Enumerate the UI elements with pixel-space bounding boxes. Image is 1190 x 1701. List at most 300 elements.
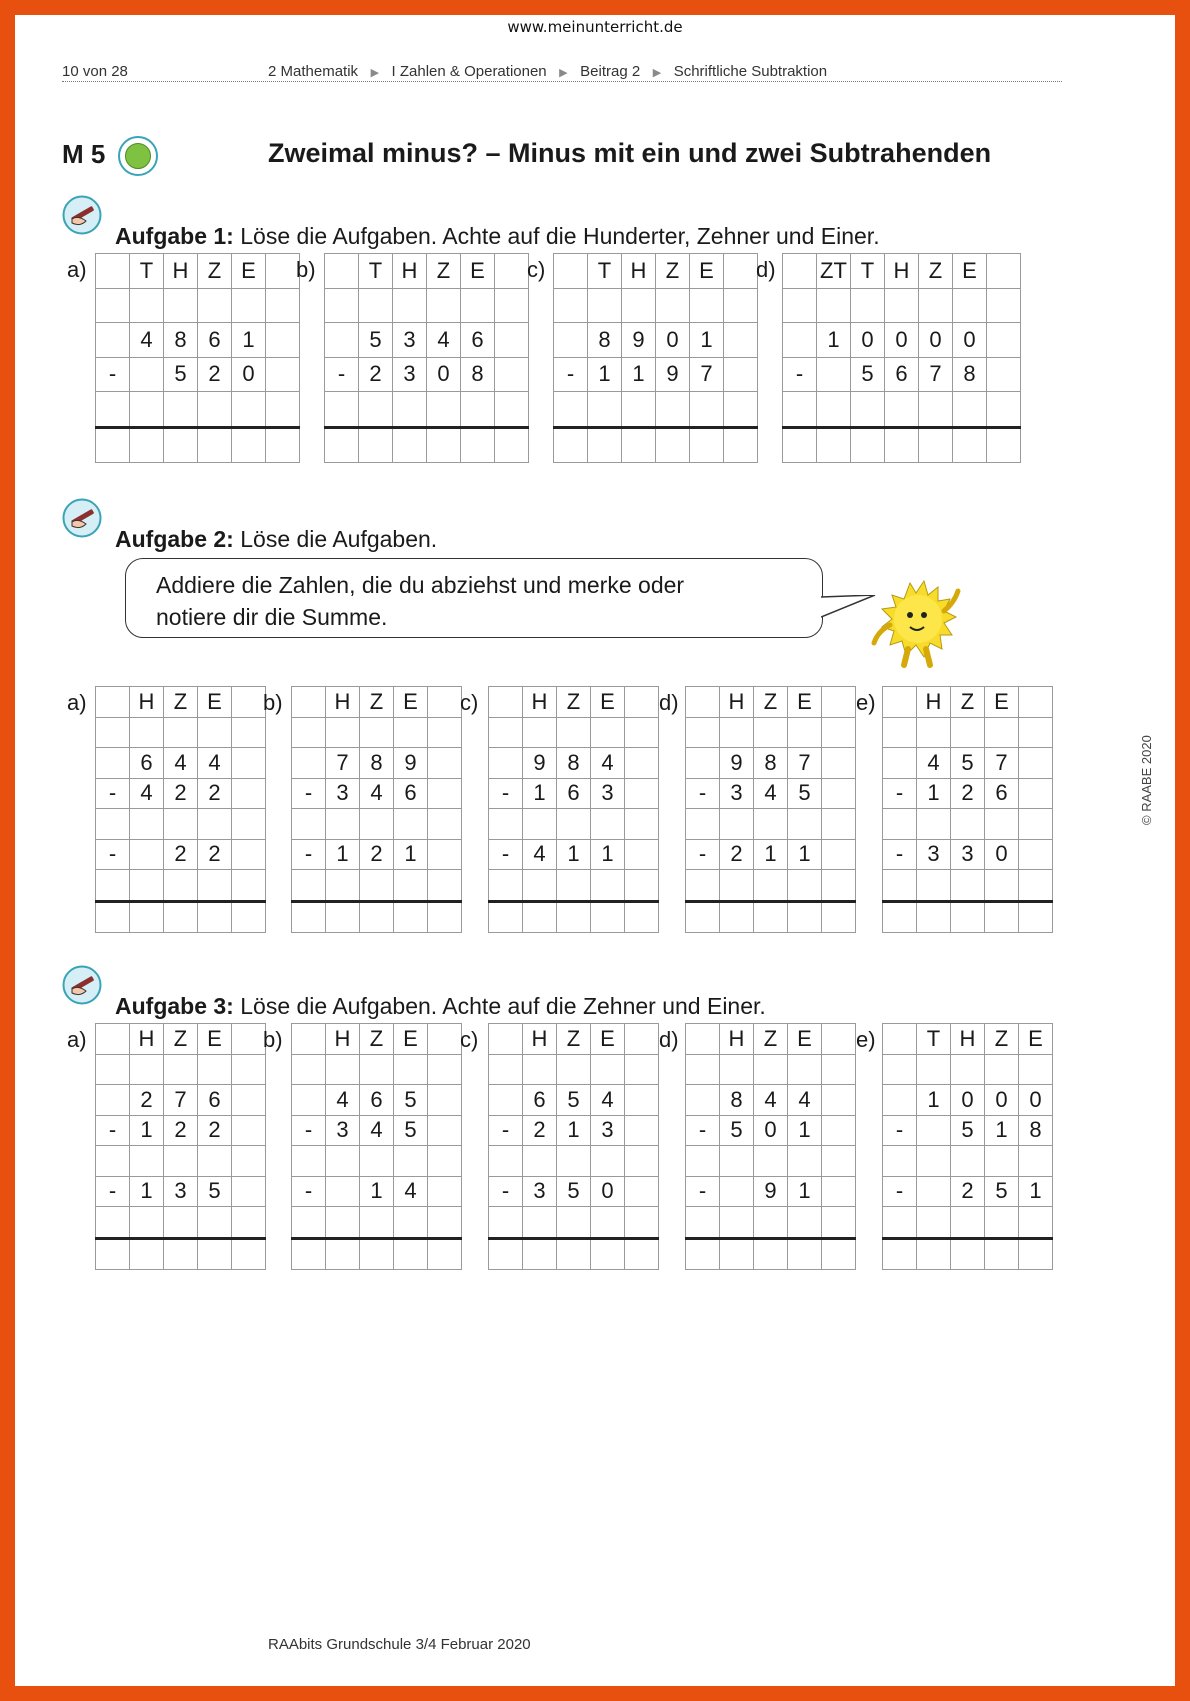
digit-cell: [96, 1054, 130, 1085]
grid-row: [489, 687, 659, 718]
digit-cell: 2: [198, 778, 232, 809]
digit-cell: 1: [557, 1115, 591, 1146]
place-value-header-cell: [495, 254, 529, 289]
digit-cell: [917, 717, 951, 748]
digit-cell: [427, 288, 461, 323]
answer-cell[interactable]: [489, 1238, 523, 1270]
digit-cell: [393, 392, 427, 428]
grid-row: [883, 1207, 1053, 1239]
digit-cell: 1: [591, 839, 625, 870]
grid-row: [686, 1085, 856, 1116]
digit-cell: 7: [985, 748, 1019, 779]
answer-cell[interactable]: [917, 1238, 951, 1270]
digit-cell: [588, 392, 622, 428]
answer-cell[interactable]: [495, 427, 529, 463]
place-value-header-cell: [686, 687, 720, 718]
grid-row: [686, 1207, 856, 1239]
digit-cell: [783, 288, 817, 323]
digit-cell: [523, 1146, 557, 1177]
digit-cell: [326, 717, 360, 748]
digit-cell: [1019, 748, 1053, 779]
answer-cell[interactable]: [788, 901, 822, 933]
grid-row: [686, 717, 856, 748]
digit-cell: 4: [523, 839, 557, 870]
answer-cell[interactable]: [292, 901, 326, 933]
digit-cell: [292, 1146, 326, 1177]
digit-cell: 9: [622, 323, 656, 358]
answer-cell[interactable]: [130, 901, 164, 933]
grid-row: [686, 1176, 856, 1207]
digit-cell: [919, 392, 953, 428]
digit-cell: [686, 717, 720, 748]
digit-cell: 8: [557, 748, 591, 779]
problem-label: c): [527, 257, 546, 282]
place-value-header-cell: [822, 687, 856, 718]
digit-cell: [817, 357, 851, 392]
digit-cell: [851, 288, 885, 323]
digit-cell: [883, 1207, 917, 1239]
digit-cell: 5: [951, 748, 985, 779]
answer-cell[interactable]: [754, 1238, 788, 1270]
answer-cell[interactable]: [985, 901, 1019, 933]
place-value-header-cell: H: [720, 1024, 754, 1055]
place-value-header-cell: Z: [754, 687, 788, 718]
digit-cell: [198, 1207, 232, 1239]
place-value-header-cell: [724, 254, 758, 289]
digit-cell: [130, 357, 164, 392]
answer-cell[interactable]: [523, 1238, 557, 1270]
answer-cell[interactable]: [822, 901, 856, 933]
digit-cell: [130, 870, 164, 902]
page-title: Zweimal minus? – Minus mit ein und zwei Subtrahenden: [268, 138, 992, 168]
problem-label: d): [659, 690, 679, 715]
grid-row: [489, 1115, 659, 1146]
answer-cell[interactable]: [724, 427, 758, 463]
place-value-header-cell: Z: [164, 1024, 198, 1055]
digit-cell: 1: [788, 1115, 822, 1146]
grid-row: [883, 717, 1053, 748]
digit-cell: -: [686, 1176, 720, 1207]
answer-cell[interactable]: [822, 1238, 856, 1270]
digit-cell: 7: [919, 357, 953, 392]
digit-cell: 5: [951, 1115, 985, 1146]
subtraction-grid: [95, 253, 300, 463]
answer-cell[interactable]: [266, 427, 300, 463]
answer-cell[interactable]: [783, 427, 817, 463]
digit-cell: [325, 323, 359, 358]
answer-cell[interactable]: [720, 901, 754, 933]
grid-row: [96, 748, 266, 779]
place-value-header-cell: [1019, 687, 1053, 718]
problem-label: b): [263, 690, 283, 715]
grid-row: [883, 839, 1053, 870]
answer-cell[interactable]: [130, 1238, 164, 1270]
digit-cell: 0: [985, 1085, 1019, 1116]
digit-cell: -: [489, 1176, 523, 1207]
digit-cell: [851, 392, 885, 428]
answer-cell[interactable]: [625, 1238, 659, 1270]
grid-row: [883, 809, 1053, 840]
digit-cell: [495, 357, 529, 392]
digit-cell: [523, 717, 557, 748]
answer-cell[interactable]: [461, 427, 495, 463]
grid-row: [325, 254, 529, 289]
answer-cell[interactable]: [591, 1238, 625, 1270]
digit-cell: 1: [817, 323, 851, 358]
digit-cell: [720, 1207, 754, 1239]
place-value-header-cell: H: [720, 687, 754, 718]
digit-cell: [591, 809, 625, 840]
digit-cell: [917, 1146, 951, 1177]
answer-cell[interactable]: [428, 1238, 462, 1270]
digit-cell: [428, 1176, 462, 1207]
grid-row: [686, 778, 856, 809]
grid-row: [96, 1085, 266, 1116]
digit-cell: 5: [851, 357, 885, 392]
grid-row: [292, 778, 462, 809]
answer-cell[interactable]: [690, 427, 724, 463]
answer-cell[interactable]: [686, 901, 720, 933]
answer-cell[interactable]: [656, 427, 690, 463]
answer-cell[interactable]: [885, 427, 919, 463]
answer-cell[interactable]: [591, 901, 625, 933]
digit-cell: [326, 1207, 360, 1239]
digit-cell: 2: [523, 1115, 557, 1146]
answer-cell[interactable]: [953, 427, 987, 463]
answer-cell[interactable]: [523, 901, 557, 933]
digit-cell: [656, 392, 690, 428]
answer-cell[interactable]: [394, 901, 428, 933]
grid-row: [686, 1238, 856, 1270]
answer-cell[interactable]: [326, 901, 360, 933]
answer-cell[interactable]: [625, 901, 659, 933]
answer-cell[interactable]: [164, 1238, 198, 1270]
digit-cell: [232, 839, 266, 870]
answer-cell[interactable]: [1019, 1238, 1053, 1270]
answer-cell[interactable]: [325, 427, 359, 463]
digit-cell: [754, 717, 788, 748]
digit-cell: [232, 1207, 266, 1239]
problem-label: a): [67, 690, 87, 715]
grid-row: [96, 1238, 266, 1270]
answer-cell[interactable]: [130, 427, 164, 463]
digit-cell: 9: [720, 748, 754, 779]
digit-cell: -: [686, 839, 720, 870]
answer-cell[interactable]: [883, 1238, 917, 1270]
digit-cell: 1: [754, 839, 788, 870]
digit-cell: [885, 392, 919, 428]
digit-cell: [130, 392, 164, 428]
digit-cell: 2: [951, 1176, 985, 1207]
subtraction-grid: [95, 686, 266, 933]
digit-cell: [720, 1146, 754, 1177]
digit-cell: -: [686, 1115, 720, 1146]
digit-cell: [232, 1176, 266, 1207]
place-value-header-cell: [232, 1024, 266, 1055]
digit-cell: [232, 870, 266, 902]
digit-cell: 6: [985, 778, 1019, 809]
subtraction-grid: [685, 1023, 856, 1270]
answer-cell[interactable]: [985, 1238, 1019, 1270]
digit-cell: [1019, 1207, 1053, 1239]
problem-label: c): [460, 690, 479, 715]
digit-cell: [987, 392, 1021, 428]
digit-cell: 8: [953, 357, 987, 392]
digit-cell: [428, 1207, 462, 1239]
digit-cell: [554, 323, 588, 358]
digit-cell: 0: [427, 357, 461, 392]
digit-cell: [1019, 1146, 1053, 1177]
digit-cell: [164, 1054, 198, 1085]
answer-cell[interactable]: [232, 901, 266, 933]
digit-cell: [96, 748, 130, 779]
subtraction-grid: [553, 253, 758, 463]
digit-cell: [883, 1085, 917, 1116]
digit-cell: [985, 870, 1019, 902]
answer-cell[interactable]: [96, 427, 130, 463]
grid-row: [686, 748, 856, 779]
digit-cell: [232, 1054, 266, 1085]
digit-cell: 2: [164, 839, 198, 870]
digit-cell: [326, 1054, 360, 1085]
answer-cell[interactable]: [164, 901, 198, 933]
answer-cell[interactable]: [427, 427, 461, 463]
digit-cell: [489, 809, 523, 840]
digit-cell: [428, 748, 462, 779]
digit-cell: [686, 748, 720, 779]
digit-cell: 1: [523, 778, 557, 809]
digit-cell: 4: [754, 778, 788, 809]
digit-cell: -: [489, 778, 523, 809]
digit-cell: [198, 1146, 232, 1177]
place-value-header-cell: [822, 1024, 856, 1055]
grid-row: [96, 778, 266, 809]
answer-cell[interactable]: [393, 427, 427, 463]
digit-cell: [1019, 839, 1053, 870]
answer-cell[interactable]: [754, 901, 788, 933]
digit-cell: [625, 748, 659, 779]
answer-cell[interactable]: [96, 901, 130, 933]
digit-cell: [686, 1085, 720, 1116]
grid-row: [686, 901, 856, 933]
grid-row: [489, 748, 659, 779]
grid-row: [686, 870, 856, 902]
digit-cell: [1019, 1054, 1053, 1085]
digit-cell: [394, 870, 428, 902]
answer-cell[interactable]: [394, 1238, 428, 1270]
answer-cell[interactable]: [232, 1238, 266, 1270]
answer-cell[interactable]: [686, 1238, 720, 1270]
digit-cell: -: [96, 839, 130, 870]
answer-cell[interactable]: [554, 427, 588, 463]
pencil-hand-icon: [62, 965, 102, 1005]
digit-cell: [325, 288, 359, 323]
grid-row: [96, 1146, 266, 1177]
digit-cell: 7: [690, 357, 724, 392]
digit-cell: [951, 809, 985, 840]
answer-cell[interactable]: [951, 1238, 985, 1270]
copyright-note: © RAABE 2020: [1139, 735, 1154, 825]
digit-cell: [557, 1146, 591, 1177]
digit-cell: [394, 1207, 428, 1239]
grid-row: [96, 1024, 266, 1055]
answer-cell[interactable]: [198, 901, 232, 933]
digit-cell: 3: [164, 1176, 198, 1207]
digit-cell: 1: [788, 839, 822, 870]
digit-cell: [360, 1054, 394, 1085]
digit-cell: [96, 1085, 130, 1116]
grid-row: [292, 1207, 462, 1239]
grid-row: [883, 870, 1053, 902]
place-value-header-cell: [292, 1024, 326, 1055]
answer-cell[interactable]: [851, 427, 885, 463]
answer-cell[interactable]: [883, 901, 917, 933]
place-value-header-cell: Z: [557, 687, 591, 718]
digit-cell: [720, 1176, 754, 1207]
digit-cell: [360, 870, 394, 902]
place-value-header-cell: Z: [198, 254, 232, 289]
place-value-header-cell: E: [985, 687, 1019, 718]
digit-cell: 4: [788, 1085, 822, 1116]
digit-cell: [724, 357, 758, 392]
subtraction-grid: [685, 686, 856, 933]
answer-cell[interactable]: [198, 1238, 232, 1270]
place-value-header-cell: Z: [164, 687, 198, 718]
place-value-header-cell: Z: [360, 1024, 394, 1055]
hint-speech-bubble: [125, 558, 823, 638]
digit-cell: [690, 392, 724, 428]
digit-cell: 5: [557, 1085, 591, 1116]
digit-cell: [783, 392, 817, 428]
answer-cell[interactable]: [428, 901, 462, 933]
digit-cell: 9: [394, 748, 428, 779]
place-value-header-cell: H: [164, 254, 198, 289]
grid-row: [686, 1146, 856, 1177]
digit-cell: 0: [953, 323, 987, 358]
grid-row: [489, 1146, 659, 1177]
digit-cell: 3: [326, 778, 360, 809]
grid-row: [489, 1176, 659, 1207]
digit-cell: [326, 809, 360, 840]
problem-label: d): [659, 1027, 679, 1052]
answer-cell[interactable]: [292, 1238, 326, 1270]
digit-cell: [686, 809, 720, 840]
breadcrumb-arrow-icon: ▶: [370, 67, 380, 79]
digit-cell: [754, 1054, 788, 1085]
digit-cell: 5: [164, 357, 198, 392]
answer-cell[interactable]: [557, 901, 591, 933]
task-1-label: Aufgabe 1:: [115, 223, 234, 249]
answer-cell[interactable]: [919, 427, 953, 463]
grid-row: [96, 809, 266, 840]
digit-cell: -: [686, 778, 720, 809]
digit-cell: 6: [557, 778, 591, 809]
digit-cell: [917, 809, 951, 840]
grid-row: [686, 809, 856, 840]
breadcrumb: [268, 63, 827, 80]
grid-row: [883, 778, 1053, 809]
digit-cell: [591, 1146, 625, 1177]
place-value-header-cell: H: [130, 687, 164, 718]
worksheet-page: [15, 15, 1175, 1686]
digit-cell: [232, 748, 266, 779]
digit-cell: 4: [130, 323, 164, 358]
grid-row: [96, 427, 300, 463]
grid-row: [292, 809, 462, 840]
digit-cell: [985, 1054, 1019, 1085]
place-value-header-cell: [428, 687, 462, 718]
answer-cell[interactable]: [360, 1238, 394, 1270]
answer-cell[interactable]: [917, 901, 951, 933]
grid-row: [489, 778, 659, 809]
digit-cell: [489, 748, 523, 779]
answer-cell[interactable]: [987, 427, 1021, 463]
digit-cell: 5: [557, 1176, 591, 1207]
place-value-header-cell: H: [951, 1024, 985, 1055]
digit-cell: 2: [720, 839, 754, 870]
digit-cell: [198, 809, 232, 840]
answer-cell[interactable]: [1019, 901, 1053, 933]
digit-cell: -: [292, 778, 326, 809]
answer-cell[interactable]: [489, 901, 523, 933]
digit-cell: [817, 392, 851, 428]
digit-cell: 1: [917, 1085, 951, 1116]
digit-cell: [987, 323, 1021, 358]
grid-row: [883, 687, 1053, 718]
answer-cell[interactable]: [232, 427, 266, 463]
place-value-header-cell: Z: [427, 254, 461, 289]
digit-cell: [724, 323, 758, 358]
digit-cell: 3: [591, 1115, 625, 1146]
breadcrumb-item: I Zahlen & Operationen: [391, 63, 547, 80]
answer-cell[interactable]: [622, 427, 656, 463]
digit-cell: 0: [985, 839, 1019, 870]
answer-cell[interactable]: [198, 427, 232, 463]
task-3-text: Löse die Aufgaben. Achte auf die Zehner und Einer.: [240, 993, 766, 1019]
digit-cell: [461, 288, 495, 323]
answer-cell[interactable]: [360, 901, 394, 933]
grid-row: [883, 1238, 1053, 1270]
grid-row: [96, 392, 300, 428]
place-value-header-cell: H: [523, 687, 557, 718]
place-value-header-cell: H: [885, 254, 919, 289]
digit-cell: 6: [198, 323, 232, 358]
digit-cell: [788, 717, 822, 748]
digit-cell: 4: [164, 748, 198, 779]
answer-cell[interactable]: [788, 1238, 822, 1270]
answer-cell[interactable]: [720, 1238, 754, 1270]
digit-cell: -: [883, 1176, 917, 1207]
grid-row: [554, 254, 758, 289]
answer-cell[interactable]: [326, 1238, 360, 1270]
grid-row: [292, 839, 462, 870]
answer-cell[interactable]: [359, 427, 393, 463]
answer-cell[interactable]: [951, 901, 985, 933]
answer-cell[interactable]: [588, 427, 622, 463]
answer-cell[interactable]: [817, 427, 851, 463]
digit-cell: [951, 1207, 985, 1239]
answer-cell[interactable]: [96, 1238, 130, 1270]
answer-cell[interactable]: [557, 1238, 591, 1270]
digit-cell: -: [96, 1115, 130, 1146]
digit-cell: [720, 809, 754, 840]
digit-cell: [428, 809, 462, 840]
digit-cell: 0: [591, 1176, 625, 1207]
digit-cell: [292, 748, 326, 779]
digit-cell: [822, 839, 856, 870]
answer-cell[interactable]: [164, 427, 198, 463]
place-value-header-cell: E: [461, 254, 495, 289]
